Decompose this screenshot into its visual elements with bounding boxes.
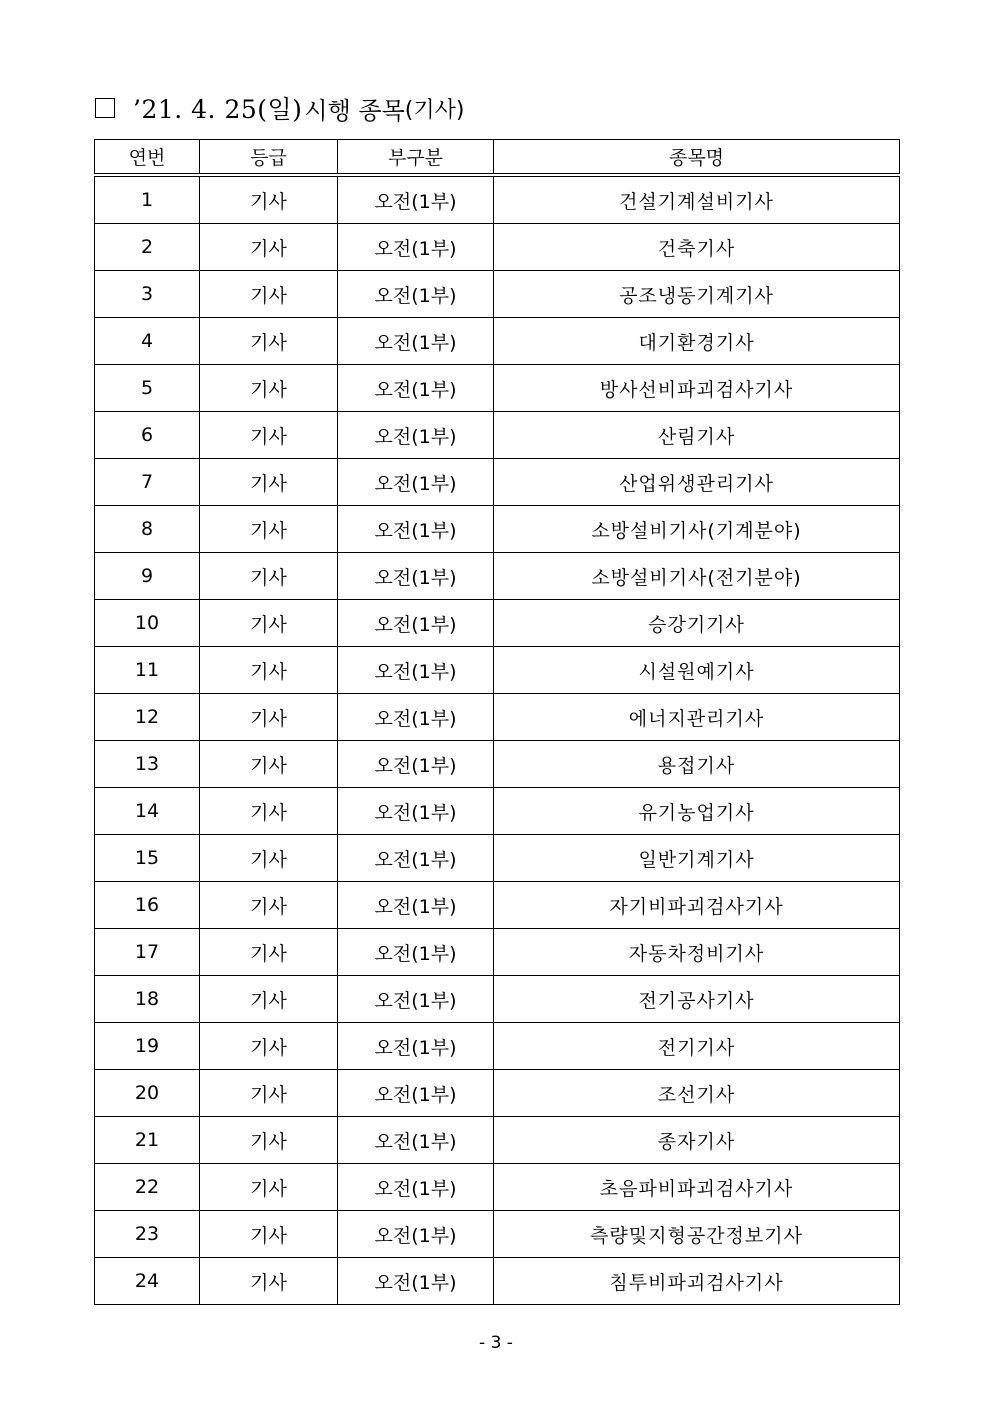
column-header-grade: 등급 xyxy=(200,140,338,176)
cell-grade: 기사 xyxy=(200,882,338,929)
page-number: - 3 - xyxy=(479,1333,513,1353)
cell-grade: 기사 xyxy=(200,506,338,553)
table-row xyxy=(95,1070,900,1117)
cell-part: 오전(1부) xyxy=(338,224,494,271)
cell-grade: 기사 xyxy=(200,365,338,412)
cell-number: 7 xyxy=(95,459,200,506)
cell-grade: 기사 xyxy=(200,600,338,647)
heading-date: ’21. 4. 25(일) xyxy=(133,95,303,124)
cell-grade: 기사 xyxy=(200,1023,338,1070)
cell-part: 오전(1부) xyxy=(338,412,494,459)
table-row xyxy=(95,600,900,647)
table-row xyxy=(95,929,900,976)
table-row xyxy=(95,553,900,600)
table-row xyxy=(95,882,900,929)
cell-item-name: 산림기사 xyxy=(494,412,900,459)
cell-part: 오전(1부) xyxy=(338,175,494,224)
cell-number: 14 xyxy=(95,788,200,835)
cell-grade: 기사 xyxy=(200,694,338,741)
cell-number: 1 xyxy=(95,175,200,224)
cell-part: 오전(1부) xyxy=(338,506,494,553)
cell-item-name: 조선기사 xyxy=(494,1070,900,1117)
table-row xyxy=(95,224,900,271)
cell-part: 오전(1부) xyxy=(338,976,494,1023)
table-row xyxy=(95,1023,900,1070)
cell-number: 8 xyxy=(95,506,200,553)
table-row xyxy=(95,1164,900,1211)
cell-part: 오전(1부) xyxy=(338,694,494,741)
cell-part: 오전(1부) xyxy=(338,835,494,882)
cell-item-name: 전기공사기사 xyxy=(494,976,900,1023)
cell-part: 오전(1부) xyxy=(338,929,494,976)
table-row xyxy=(95,365,900,412)
table-row xyxy=(95,271,900,318)
cell-grade: 기사 xyxy=(200,1070,338,1117)
cell-part: 오전(1부) xyxy=(338,553,494,600)
table-row xyxy=(95,412,900,459)
cell-item-name: 방사선비파괴검사기사 xyxy=(494,365,900,412)
cell-grade: 기사 xyxy=(200,741,338,788)
cell-item-name: 초음파비파괴검사기사 xyxy=(494,1164,900,1211)
cell-number: 23 xyxy=(95,1211,200,1258)
cell-number: 20 xyxy=(95,1070,200,1117)
table-row xyxy=(95,1258,900,1305)
cell-number: 18 xyxy=(95,976,200,1023)
cell-item-name: 자기비파괴검사기사 xyxy=(494,882,900,929)
table-row xyxy=(95,835,900,882)
cell-part: 오전(1부) xyxy=(338,365,494,412)
cell-part: 오전(1부) xyxy=(338,741,494,788)
cell-item-name: 승강기기사 xyxy=(494,600,900,647)
cell-number: 24 xyxy=(95,1258,200,1305)
cell-item-name: 산업위생관리기사 xyxy=(494,459,900,506)
cell-item-name: 자동차정비기사 xyxy=(494,929,900,976)
cell-grade: 기사 xyxy=(200,1117,338,1164)
cell-number: 19 xyxy=(95,1023,200,1070)
cell-item-name: 측량및지형공간정보기사 xyxy=(494,1211,900,1258)
table-row xyxy=(95,1117,900,1164)
cell-number: 22 xyxy=(95,1164,200,1211)
cell-grade: 기사 xyxy=(200,1258,338,1305)
cell-item-name: 에너지관리기사 xyxy=(494,694,900,741)
cell-item-name: 건설기계설비기사 xyxy=(494,175,900,224)
cell-part: 오전(1부) xyxy=(338,600,494,647)
cell-part: 오전(1부) xyxy=(338,882,494,929)
table-row xyxy=(95,741,900,788)
cell-item-name: 건축기사 xyxy=(494,224,900,271)
cell-item-name: 일반기계기사 xyxy=(494,835,900,882)
cell-part: 오전(1부) xyxy=(338,459,494,506)
cell-number: 16 xyxy=(95,882,200,929)
cell-item-name: 전기기사 xyxy=(494,1023,900,1070)
cell-part: 오전(1부) xyxy=(338,271,494,318)
table-row xyxy=(95,788,900,835)
cell-number: 17 xyxy=(95,929,200,976)
cell-grade: 기사 xyxy=(200,459,338,506)
cell-grade: 기사 xyxy=(200,647,338,694)
table-header-row xyxy=(95,140,900,176)
cell-item-name: 종자기사 xyxy=(494,1117,900,1164)
table-row xyxy=(95,459,900,506)
cell-number: 12 xyxy=(95,694,200,741)
heading-title: 시행 종목 xyxy=(304,96,405,125)
cell-item-name: 대기환경기사 xyxy=(494,318,900,365)
cell-item-name: 유기농업기사 xyxy=(494,788,900,835)
cell-number: 15 xyxy=(95,835,200,882)
cell-grade: 기사 xyxy=(200,976,338,1023)
cell-grade: 기사 xyxy=(200,929,338,976)
cell-number: 5 xyxy=(95,365,200,412)
cell-number: 10 xyxy=(95,600,200,647)
cell-part: 오전(1부) xyxy=(338,1023,494,1070)
cell-grade: 기사 xyxy=(200,412,338,459)
cell-number: 21 xyxy=(95,1117,200,1164)
cell-part: 오전(1부) xyxy=(338,1211,494,1258)
column-header-item-name: 종목명 xyxy=(494,140,900,176)
table-row xyxy=(95,506,900,553)
table-row xyxy=(95,1211,900,1258)
cell-item-name: 공조냉동기계기사 xyxy=(494,271,900,318)
cell-grade: 기사 xyxy=(200,553,338,600)
cell-part: 오전(1부) xyxy=(338,1070,494,1117)
column-header-number: 연번 xyxy=(95,140,200,176)
table-row xyxy=(95,976,900,1023)
column-header-part: 부구분 xyxy=(338,140,494,176)
cell-part: 오전(1부) xyxy=(338,1258,494,1305)
heading-subtitle: (기사) xyxy=(404,97,465,123)
cell-number: 3 xyxy=(95,271,200,318)
table-row xyxy=(95,318,900,365)
table-body xyxy=(95,175,900,1305)
cell-grade: 기사 xyxy=(200,1211,338,1258)
cell-number: 2 xyxy=(95,224,200,271)
cell-item-name: 소방설비기사(기계분야) xyxy=(494,506,900,553)
cell-number: 4 xyxy=(95,318,200,365)
section-heading xyxy=(95,88,464,128)
cell-grade: 기사 xyxy=(200,224,338,271)
cell-grade: 기사 xyxy=(200,318,338,365)
exam-items-table xyxy=(94,139,900,1305)
cell-part: 오전(1부) xyxy=(338,1117,494,1164)
cell-number: 9 xyxy=(95,553,200,600)
cell-grade: 기사 xyxy=(200,835,338,882)
cell-number: 6 xyxy=(95,412,200,459)
cell-item-name: 소방설비기사(전기분야) xyxy=(494,553,900,600)
cell-part: 오전(1부) xyxy=(338,1164,494,1211)
cell-grade: 기사 xyxy=(200,788,338,835)
cell-part: 오전(1부) xyxy=(338,647,494,694)
cell-number: 13 xyxy=(95,741,200,788)
table-row xyxy=(95,647,900,694)
cell-item-name: 침투비파괴검사기사 xyxy=(494,1258,900,1305)
checkbox-square-icon xyxy=(95,98,115,118)
table-row xyxy=(95,694,900,741)
cell-part: 오전(1부) xyxy=(338,318,494,365)
table-row xyxy=(95,175,900,224)
cell-item-name: 용접기사 xyxy=(494,741,900,788)
cell-part: 오전(1부) xyxy=(338,788,494,835)
cell-number: 11 xyxy=(95,647,200,694)
cell-item-name: 시설원예기사 xyxy=(494,647,900,694)
cell-grade: 기사 xyxy=(200,1164,338,1211)
cell-grade: 기사 xyxy=(200,175,338,224)
cell-grade: 기사 xyxy=(200,271,338,318)
